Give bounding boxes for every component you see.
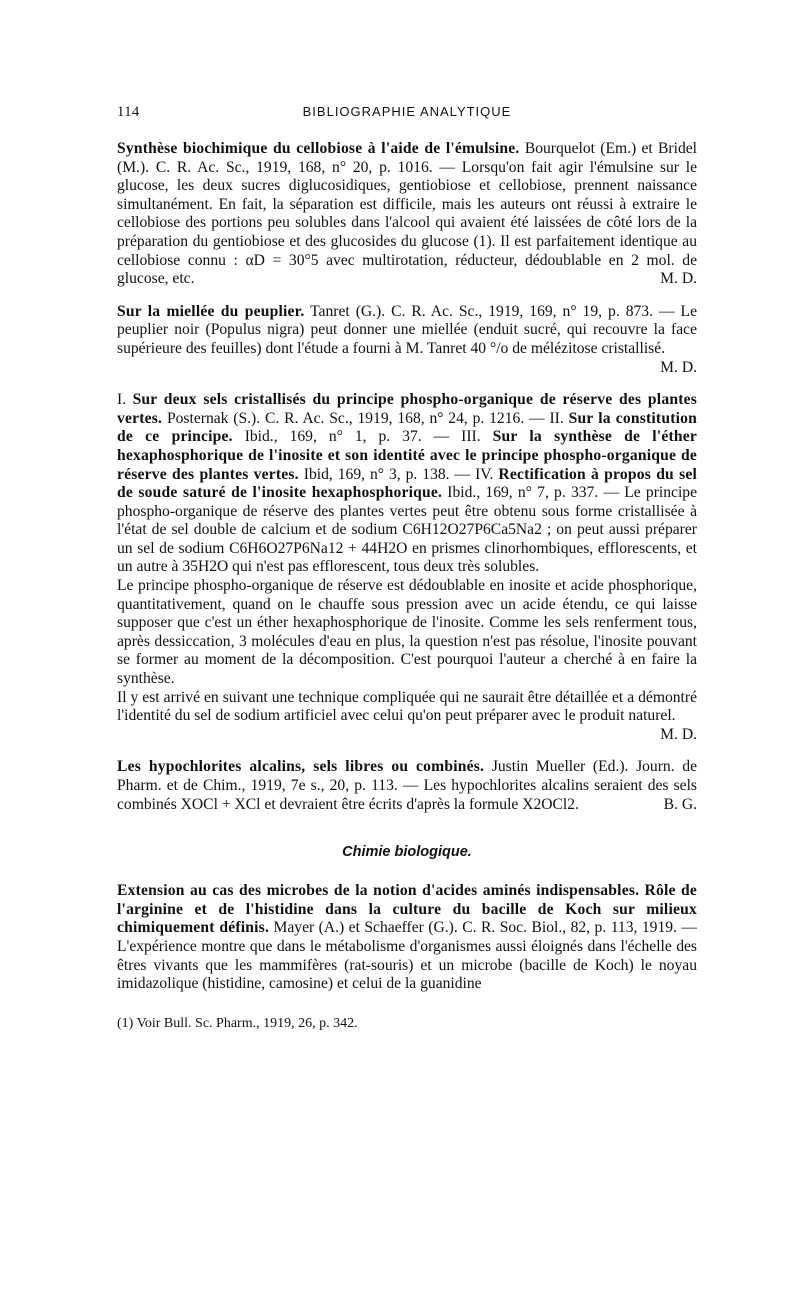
entry-body: Lorsqu'on fait agir l'émulsine sur le glucose, les deux sucres diglucosidiques, gentiobiose et cellobiose, prennent naissance simultanément. En fait, la séparation est difficile, mais les auteurs ont réussi à extraire le cellobiose des portions peu solubles dans l'alcool qui avaient été laissées de côté lors de la préparation du gentiobiose et des glucosides du glucose (1). Il est parfaitement identique au cellobiose connu : αD = 30°5 avec multirotation, réducteur, dédoublable en 2 mol. de glucose, etc.: [117, 158, 697, 288]
running-header: [117, 104, 697, 124]
entry-acides-amines: [117, 882, 697, 994]
entry-title: Les hypochlorites alcalins, sels libres ou combinés.: [117, 758, 485, 776]
entry-reference: Mayer (A.) et Schaeffer (G.). C. R. Soc. Biol., 82, p. 113, 1919. —: [273, 919, 697, 937]
page-number: 114: [117, 104, 140, 120]
part4-reference: Ibid., 169, n° 7, p. 337. —: [447, 484, 620, 502]
page: [117, 104, 697, 1032]
entry-body-3: Il y est arrivé en suivant une technique compliquée qui ne saurait être détaillée et a démontré l'identité du sel de sodium artificiel avec celui qu'on peut préparer avec le produit naturel.: [117, 688, 697, 725]
part3-title: Sur la synthèse de l'éther hexaphosphorique de l'inosite et son identité avec le principe phospho-organique de réserve des plantes vertes.: [117, 428, 698, 483]
entry-body-1: Le principe phospho-organique de réserve des plantes vertes peut être obtenu sous forme cristallisée à l'état de sel double de calcium et de sodium C6H12O27P6Ca5Na2 ; on peut aussi préparer un sel de sodium C6H6O27P6Na12 + 44H2O en prismes clinorhombiques, efflorescents, et un autre à 35H2O qui n'est pas efflorescent, tous deux très solubles.: [117, 484, 698, 576]
entry-signature: M. D.: [660, 358, 697, 376]
running-title: BIBLIOGRAPHIE ANALYTIQUE: [302, 104, 512, 119]
section-heading: Chimie biologique.: [342, 844, 472, 861]
part1-lead: I.: [117, 391, 127, 409]
entry-signature: B. G.: [663, 795, 697, 813]
entry-reference: Bourquelot (Em.) et Bridel (M.). C. R. Ac. Sc., 1919, 168, n° 20, p. 1016. —: [117, 140, 697, 176]
part4-title: Rectification à propos du sel de soude saturé de l'inosite hexaphosphorique.: [117, 465, 698, 502]
part3-reference: Ibid, 169, n° 3, p. 138. —: [303, 465, 471, 483]
entry-body: L'expérience montre que dans le métabolisme d'organismes aussi éloignés dans l'échelle des êtres vivants que les mammifères (rat-souris) et un microbe (bacille de Koch) le noyau imidazolique (histidine, camosine) et celui de la guanidine: [117, 937, 697, 993]
entry-miellee: [117, 303, 697, 377]
entry-title: Extension au cas des microbes de la notion d'acides aminés indispensables. Rôle de l'arginine et de l'histidine dans la culture du bacille de Koch sur milieux chimiquement définis.: [117, 882, 697, 937]
entry-reference: Tanret (G.). C. R. Ac. Sc., 1919, 169, n° 19, p. 873. —: [310, 302, 675, 320]
entry-body: Le peuplier noir (Populus nigra) peut donner une miellée (enduit sucré, qui recouvre la face supérieure des feuilles) dont l'étude a fourni à M. Tanret 40 °/o de mélézitose cristallisé.: [117, 302, 697, 357]
part3-lead: III.: [461, 428, 481, 446]
part1-title: Sur deux sels cristallisés du principe phospho-organique de réserve des plantes vertes.: [117, 391, 697, 427]
entry-signature: M. D.: [660, 270, 697, 288]
entry-posternak: [117, 391, 697, 744]
entry-title: Synthèse biochimique du cellobiose à l'aide de l'émulsine.: [117, 140, 520, 157]
footnote: (1) Voir Bull. Sc. Pharm., 1919, 26, p. 342.: [117, 1015, 358, 1031]
part2-reference: Ibid., 169, n° 1, p. 37. —: [244, 428, 450, 446]
part4-lead: IV.: [475, 465, 494, 483]
part2-lead: II.: [549, 409, 564, 427]
part2-title: Sur la constitution de ce principe.: [117, 409, 697, 446]
entry-hypochlorites: [117, 758, 697, 814]
entry-body: Les hypochlorites alcalins seraient des sels combinés XOCl + XCl et devraient être écrits d'après la formule X2OCl2.: [117, 777, 697, 813]
entry-title: Sur la miellée du peuplier.: [117, 302, 305, 320]
entry-body-2: Le principe phospho-organique de réserve est dédoublable en inosite et acide phosphorique, quantitativement, quand on le chauffe sous pression avec un acide étendu, ce qui laisse supposer que c'est un éther hexaphosphorique de l'inosite. Comme les sels renferment tous, après dessiccation, 3 molécules d'eau en plus, la question n'est pas résolue, l'inosite pouvant se former au moment de la décomposition. C'est pourquoi l'auteur a cherché à en faire la synthèse.: [117, 577, 697, 688]
entry-reference: Justin Mueller (Ed.). Journ. de Pharm. et de Chim., 1919, 7e s., 20, p. 113. —: [117, 758, 698, 794]
part1-reference: Posternak (S.). C. R. Ac. Sc., 1919, 168, n° 24, p. 1216. —: [166, 409, 545, 427]
entry-signature: M. D.: [660, 725, 697, 743]
entry-cellobiose: [117, 140, 697, 289]
